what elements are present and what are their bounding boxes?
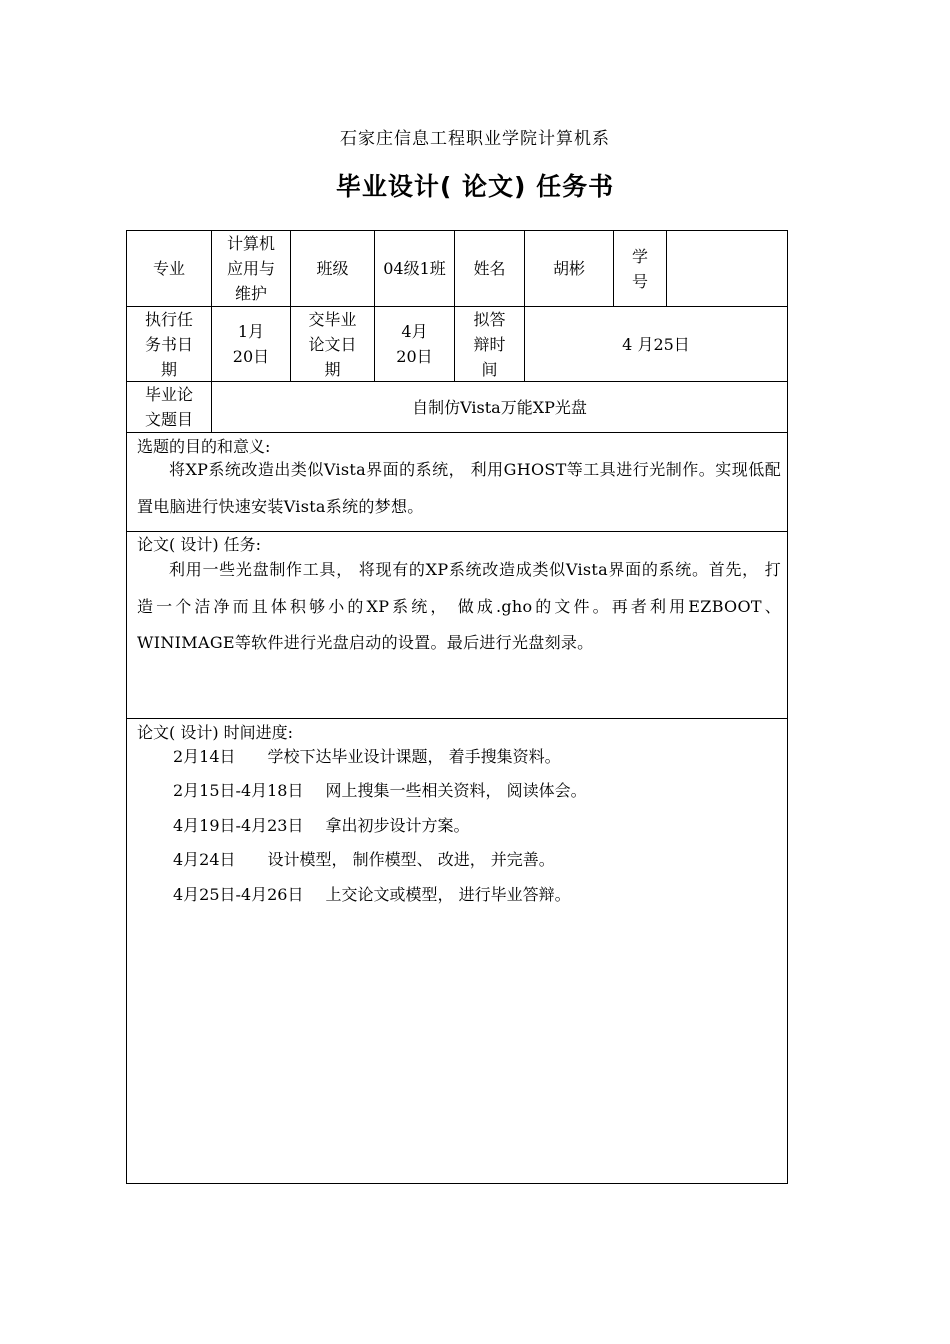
- major-label: 专业: [152, 259, 185, 278]
- topic-value: 自制仿Vista万能XP光盘: [412, 397, 587, 417]
- row-divider: [127, 432, 787, 433]
- name-value: 胡彬: [552, 259, 585, 278]
- schedule-date: 4月19日-4月23日: [173, 816, 304, 835]
- exec-date-label: 执行任务书日期: [145, 309, 194, 379]
- submit-date-value: 4月20日: [396, 322, 433, 366]
- row-divider: [127, 718, 787, 719]
- purpose-text: 将XP系统改造出类似Vista界面的系统， 利用GHOST等工具进行光制作。实现低配置电脑进行快速安装Vista系统的梦想。: [137, 460, 781, 516]
- class-label: 班级: [316, 259, 349, 278]
- schedule-date: 2月14日: [173, 747, 236, 766]
- name-label: 姓名: [473, 259, 506, 278]
- task-heading: 论文( 设计) 任务:: [137, 535, 262, 554]
- schedule-desc: 学校下达毕业设计课题， 着手搜集资料。: [267, 747, 561, 766]
- schedule-desc: 拿出初步设计方案。: [325, 816, 470, 835]
- defense-label: 拟答辩时间: [473, 309, 506, 379]
- schedule-desc: 上交论文或模型， 进行毕业答辩。: [325, 885, 571, 904]
- major-value: 计算机应用与维护: [227, 234, 276, 303]
- schedule-heading: 论文( 设计) 时间进度:: [137, 723, 294, 742]
- schedule-desc: 设计模型， 制作模型、 改进， 并完善。: [267, 850, 555, 869]
- task-form-table: [126, 230, 788, 1184]
- student-id-label: 学号: [632, 246, 649, 291]
- schedule-item: [173, 849, 555, 871]
- schedule-date: 4月25日-4月26日: [173, 885, 304, 904]
- purpose-heading: 选题的目的和意义:: [137, 437, 271, 456]
- topic-label: 毕业论文题目: [145, 385, 194, 429]
- submit-date-label: 交毕业论文日期: [308, 309, 357, 379]
- schedule-item: [173, 746, 561, 768]
- institution-name: 石家庄信息工程职业学院计算机系: [340, 129, 610, 149]
- schedule-desc: 网上搜集一些相关资料， 阅读体会。: [325, 781, 587, 800]
- document-title: 毕业设计( 论文) 任务书: [335, 172, 615, 201]
- schedule-date: 2月15日-4月18日: [173, 781, 304, 800]
- schedule-date: 4月24日: [173, 850, 236, 869]
- schedule-item: [173, 884, 571, 906]
- class-value: 04级1班: [383, 259, 446, 278]
- task-text: 利用一些光盘制作工具， 将现有的XP系统改造成类似Vista界面的系统。首先， 打造一个洁净而且体积够小的XP系统， 做成.gho的文件。再者利用EZBOOT、 WINIMAGE等软件进行光盘启动的设置。最后进行光盘刻录。: [137, 560, 781, 652]
- schedule-item: [173, 815, 470, 837]
- schedule-item: [173, 780, 587, 802]
- row-divider: [127, 531, 787, 532]
- defense-value: 4 月25日: [622, 334, 690, 354]
- exec-date-value: 1月20日: [232, 322, 270, 366]
- student-id-value: [667, 231, 787, 306]
